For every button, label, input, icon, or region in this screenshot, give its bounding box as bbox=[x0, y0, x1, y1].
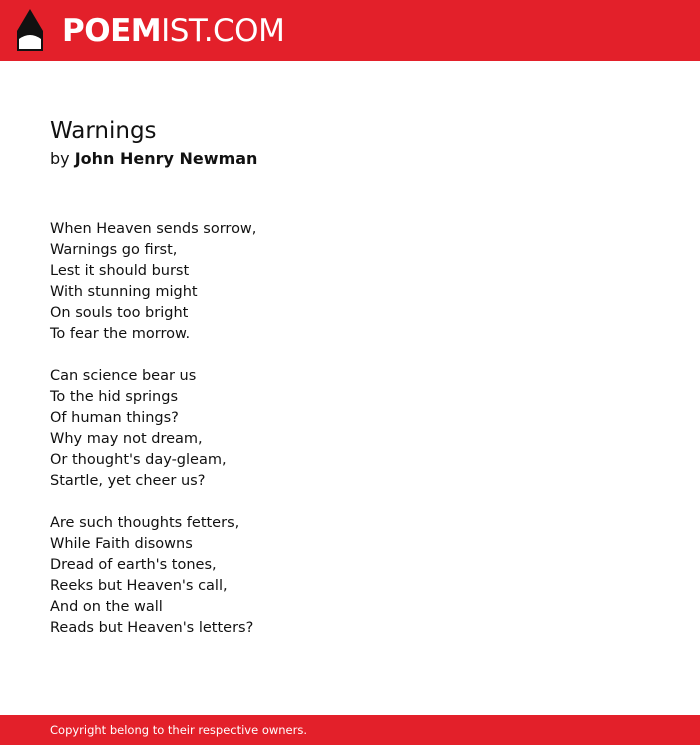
site-footer bbox=[0, 715, 700, 745]
poem-line: Lest it should burst bbox=[50, 263, 190, 279]
poem-line: Or thought's day-gleam, bbox=[50, 452, 227, 468]
poem-title: Warnings bbox=[50, 118, 157, 144]
author-name[interactable]: John Henry Newman bbox=[74, 149, 258, 168]
poem-line: On souls too bright bbox=[50, 305, 189, 321]
poem-line: Why may not dream, bbox=[50, 431, 203, 447]
poem-line: And on the wall bbox=[50, 599, 163, 615]
copyright-notice: Copyright belong to their respective owners. bbox=[50, 723, 308, 737]
poem-line: Are such thoughts fetters, bbox=[50, 515, 240, 531]
site-header bbox=[0, 0, 700, 61]
by-label: by bbox=[50, 149, 70, 168]
logo-text-rest: IST.COM bbox=[161, 13, 285, 49]
poem-line: Of human things? bbox=[50, 410, 179, 426]
poem-line: While Faith disowns bbox=[50, 536, 193, 552]
stanza bbox=[50, 366, 650, 492]
site-logo[interactable] bbox=[62, 12, 284, 50]
byline bbox=[50, 148, 257, 169]
poem-line: When Heaven sends sorrow, bbox=[50, 221, 257, 237]
stanza bbox=[50, 513, 650, 639]
poem-line: Startle, yet cheer us? bbox=[50, 473, 206, 489]
poem-line: Warnings go first, bbox=[50, 242, 178, 258]
poem-line: Reads but Heaven's letters? bbox=[50, 620, 254, 636]
poem-line: Reeks but Heaven's call, bbox=[50, 578, 228, 594]
stanza bbox=[50, 219, 650, 345]
poem-body bbox=[50, 219, 650, 660]
pencil-icon[interactable] bbox=[17, 9, 43, 51]
poem-line: Can science bear us bbox=[50, 368, 197, 384]
poem-line: Dread of earth's tones, bbox=[50, 557, 217, 573]
poem-line: To the hid springs bbox=[50, 389, 179, 405]
logo-text-bold: POEM bbox=[62, 13, 162, 49]
poem-line: With stunning might bbox=[50, 284, 198, 300]
poem-line: To fear the morrow. bbox=[50, 326, 191, 342]
